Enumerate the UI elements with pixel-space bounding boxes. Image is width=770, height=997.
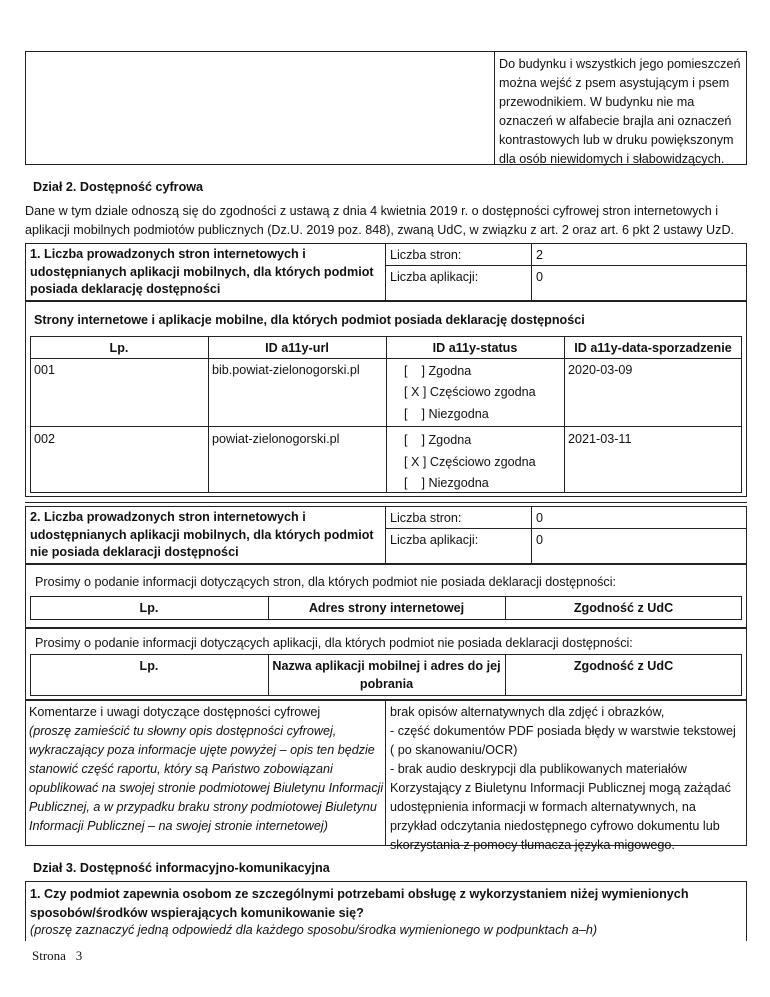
declared-header-status: ID a11y-status [432,341,518,355]
section3-heading: Dział 3. Dostępność informacyjno-komunikacyjna [33,861,330,875]
declared-col-divider-3 [564,336,565,493]
q2-double-rule [25,502,747,503]
apps-header-lp: Lp. [139,659,159,673]
apps-header-compliance: Zgodność z UdC [573,659,674,673]
table-row-2-lp: 002 [34,432,56,446]
comments-line-5: Korzystający z Biuletynu Informacji Publicznej mogą zażądać udostępnienia informacji w formach alternatywnych, na przykład odczytania niedostępnego cyfrowo dokumentu lub skorzystania z pomocy tłumacza języka migowego. [390,781,731,852]
pages-header-lp: Lp. [139,601,159,615]
comments-value [390,703,746,855]
table-row-1-status-partial: [ X ] Częściowo zgodna [404,385,536,399]
comments-label: Komentarze i uwagi dotyczące dostępności cyfrowej [29,705,321,719]
section2-intro: Dane w tym dziale odnoszą się do zgodności z ustawą z dnia 4 kwietnia 2019 r. o dostępności cyfrowej stron internetowych i aplikacji mobilnych podmiotów publicznych (Dz.U. 2019 poz. 848), zwaną UdC, w związku z art. 2 oraz art. 6 pkt 2 ustawy UzD. [25,204,735,237]
table-row-1-url: bib.powiat-zielonogorski.pl [212,363,360,377]
comments-line-4: - brak audio deskrypcji dla publikowanych materiałów [390,762,687,776]
table-row-1-date: 2020-03-09 [568,363,633,377]
table-row-2-status-noncompliant: [ ] Niezgodna [404,476,489,490]
comments-left-cell [29,703,384,836]
declared-col-divider-2 [386,336,387,493]
declared-header-date: ID a11y-data-sporzadzenie [574,341,732,355]
top-table-right-cell: Do budynku i wszystkich jego pomieszczeń można wejść z psem asystującym i psem przewodnikiem. W budynku nie ma oznaczeń w alfabecie brajla ani oznaczeń kontrastowych lub w druku powiększonym dla osób niewidomych i słabowidzących. [499,57,741,166]
q1-col-divider-2 [531,243,532,301]
page-label: Strona [32,948,66,963]
comments-col-divider [385,700,386,846]
pages-header-address: Adres strony internetowej [308,601,465,615]
q2-pages-value: 0 [536,511,544,525]
declared-col-divider-1 [208,336,209,493]
table-row-2-status-partial: [ X ] Częściowo zgodna [404,455,536,469]
apps-col-divider-1 [268,654,269,696]
q1-label: 1. Liczba prowadzonych stron internetowych i udostępnianych aplikacji mobilnych, dla których podmiot posiada deklarację dostępności [30,247,374,296]
q1-apps-label: Liczba aplikacji: [390,270,479,284]
q1-row-divider [385,265,747,266]
table-row-2-date: 2021-03-11 [568,432,632,446]
q2-col-divider-1 [385,506,386,564]
declared-heading: Strony internetowe i aplikacje mobilne, dla których podmiot posiada deklarację dostępności [34,313,585,327]
comments-line-1: brak opisów alternatywnych dla zdjęć i obrazków, [390,705,665,719]
q1-pages-label: Liczba stron: [390,248,462,262]
q2-col-divider-2 [531,506,532,564]
q1-pages-value: 2 [536,248,544,262]
comments-line-2: - część dokumentów PDF posiada błędy w warstwie tekstowej [390,724,736,738]
q2-row-divider [385,528,747,529]
q2-label: 2. Liczba prowadzonych stron internetowych i udostępnianych aplikacji mobilnych, dla których podmiot nie posiada deklaracji dostępności [30,510,374,559]
q2-apps-label: Liczba aplikacji: [390,533,479,547]
section3-q1-hint: (proszę zaznaczyć jedną odpowiedź dla każdego sposobu/środka wymienionego w podpunktach a–h) [30,923,598,937]
table-row-2-status-compliant: [ ] Zgodna [404,433,472,447]
table-row-1-status-noncompliant: [ ] Niezgodna [404,407,489,421]
comments-line-3: ( po skanowaniu/OCR) [390,743,518,757]
table-row-1-lp: 001 [34,363,56,377]
declared-header-url: ID a11y-url [265,341,329,355]
q1-col-divider-1 [385,243,386,301]
top-table-divider [494,51,495,165]
declared-header-lp: Lp. [109,341,129,355]
section2-heading: Dział 2. Dostępność cyfrowa [33,180,204,194]
q1-apps-value: 0 [536,270,544,284]
table-row-2-url: powiat-zielonogorski.pl [212,432,340,446]
page-footer [32,947,82,966]
q2-apps-value: 0 [536,533,544,547]
comments-hint: (proszę zamieścić tu słowny opis dostępności cyfrowej, wykraczający poza informacje ujęte powyżej – opis ten będzie stanowić część raportu, który są Państwo zobowiązani opublikować na swojej stronie podmiotowej Biuletynu Informacji Publicznej, a w przypadku braku strony podmiotowej Biuletynu Informacji Publicznej – na swojej stronie internetowej) [29,724,384,833]
q2-pages-label: Liczba stron: [390,511,462,525]
apps-header-name: Nazwa aplikacji mobilnej i adres do jej pobrania [272,659,501,691]
section3-q1-label: 1. Czy podmiot zapewnia osobom ze szczególnymi potrzebami obsługę z wykorzystaniem niżej wymienionych sposobów/środków wspierających komunikowanie się? [30,887,689,920]
pages-header-compliance: Zgodność z UdC [573,601,674,615]
apps-request: Prosimy o podanie informacji dotyczących aplikacji, dla których podmiot nie posiada deklaracji dostępności: [35,636,633,650]
page-number: 3 [75,948,83,963]
table-row-1-status-compliant: [ ] Zgodna [404,364,472,378]
pages-request: Prosimy o podanie informacji dotyczących stron, dla których podmiot nie posiada deklaracji dostępności: [35,575,617,589]
